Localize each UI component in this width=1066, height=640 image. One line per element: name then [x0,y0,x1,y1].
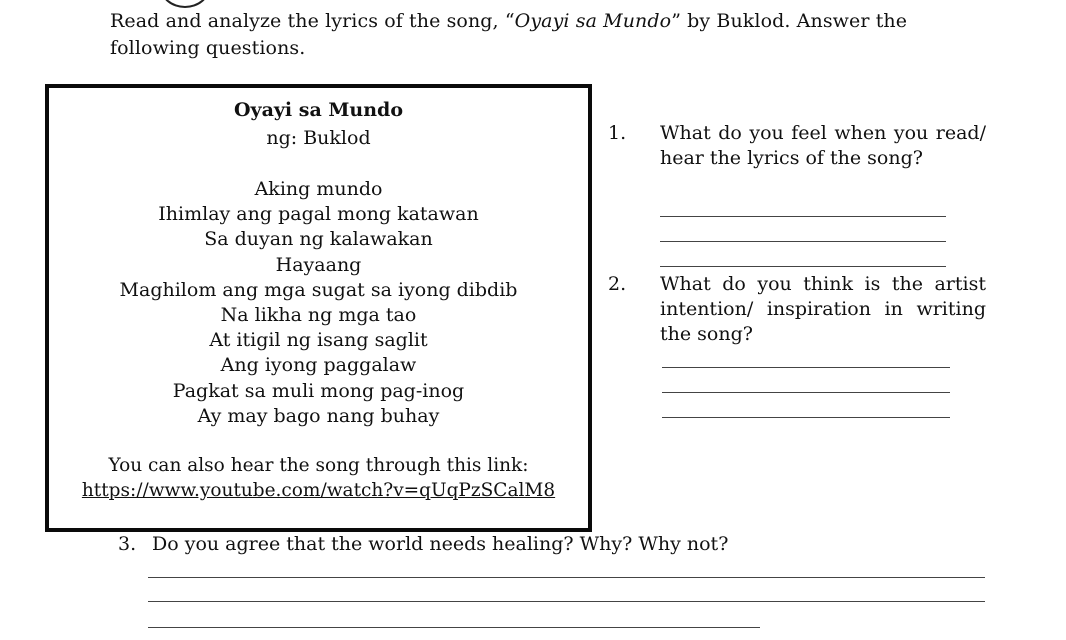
answer-line[interactable] [660,241,946,242]
lyrics-box [45,84,592,532]
lyric-line: Ang iyong paggalaw [220,354,417,377]
decorative-circle-fragment [160,0,210,8]
question-3 [118,532,728,557]
link-note: You can also hear the song through this link: [108,454,529,476]
question-text: What do you feel when you read/ hear the lyrics of the song? [660,122,986,169]
answer-line[interactable] [148,577,985,578]
answer-line[interactable] [148,627,760,628]
question-number: 2. [608,273,627,295]
question-2 [608,272,988,352]
lyric-line: Sa duyan ng kalawakan [204,228,433,251]
answer-line[interactable] [660,216,946,217]
answer-line[interactable] [662,417,950,418]
answer-line[interactable] [662,392,950,393]
lyric-line: Ay may bago nang buhay [197,404,440,427]
song-title: Oyayi sa Mundo [233,99,403,121]
lyric-line: Hayaang [275,253,362,276]
question-text: What do you think is the artist intention/ inspiration in writing the song? [660,273,986,345]
lyric-line: At itigil ng isang saglit [209,329,428,352]
question-number: 1. [608,122,627,144]
song-link[interactable]: https://www.youtube.com/watch?v=qUqPzSCalM8 [81,479,556,501]
answer-line[interactable] [660,266,946,267]
question-text: Do you agree that the world needs healing? Why? Why not? [152,533,729,555]
lyric-line: Maghilom ang mga sugat sa iyong dibdib [119,278,518,301]
instructions-line-2: following questions. [110,37,306,59]
lyric-line: Aking mundo [254,178,383,200]
instructions [110,8,990,62]
question-1 [608,121,988,201]
instructions-line-1: Read and analyze the lyrics of the song, “Oyayi sa Mundo” by Buklod. Answer the [110,10,908,32]
answer-line[interactable] [148,601,985,602]
song-byline: ng: Buklod [266,127,371,149]
lyric-line: Pagkat sa muli mong pag-inog [172,379,465,402]
song-title-italic: Oyayi sa Mundo [514,10,672,32]
lyric-line: Ihimlay ang pagal mong katawan [158,203,479,226]
answer-line[interactable] [662,367,950,368]
question-number: 3. [118,533,137,555]
lyric-line: Na likha ng mga tao [220,303,417,326]
